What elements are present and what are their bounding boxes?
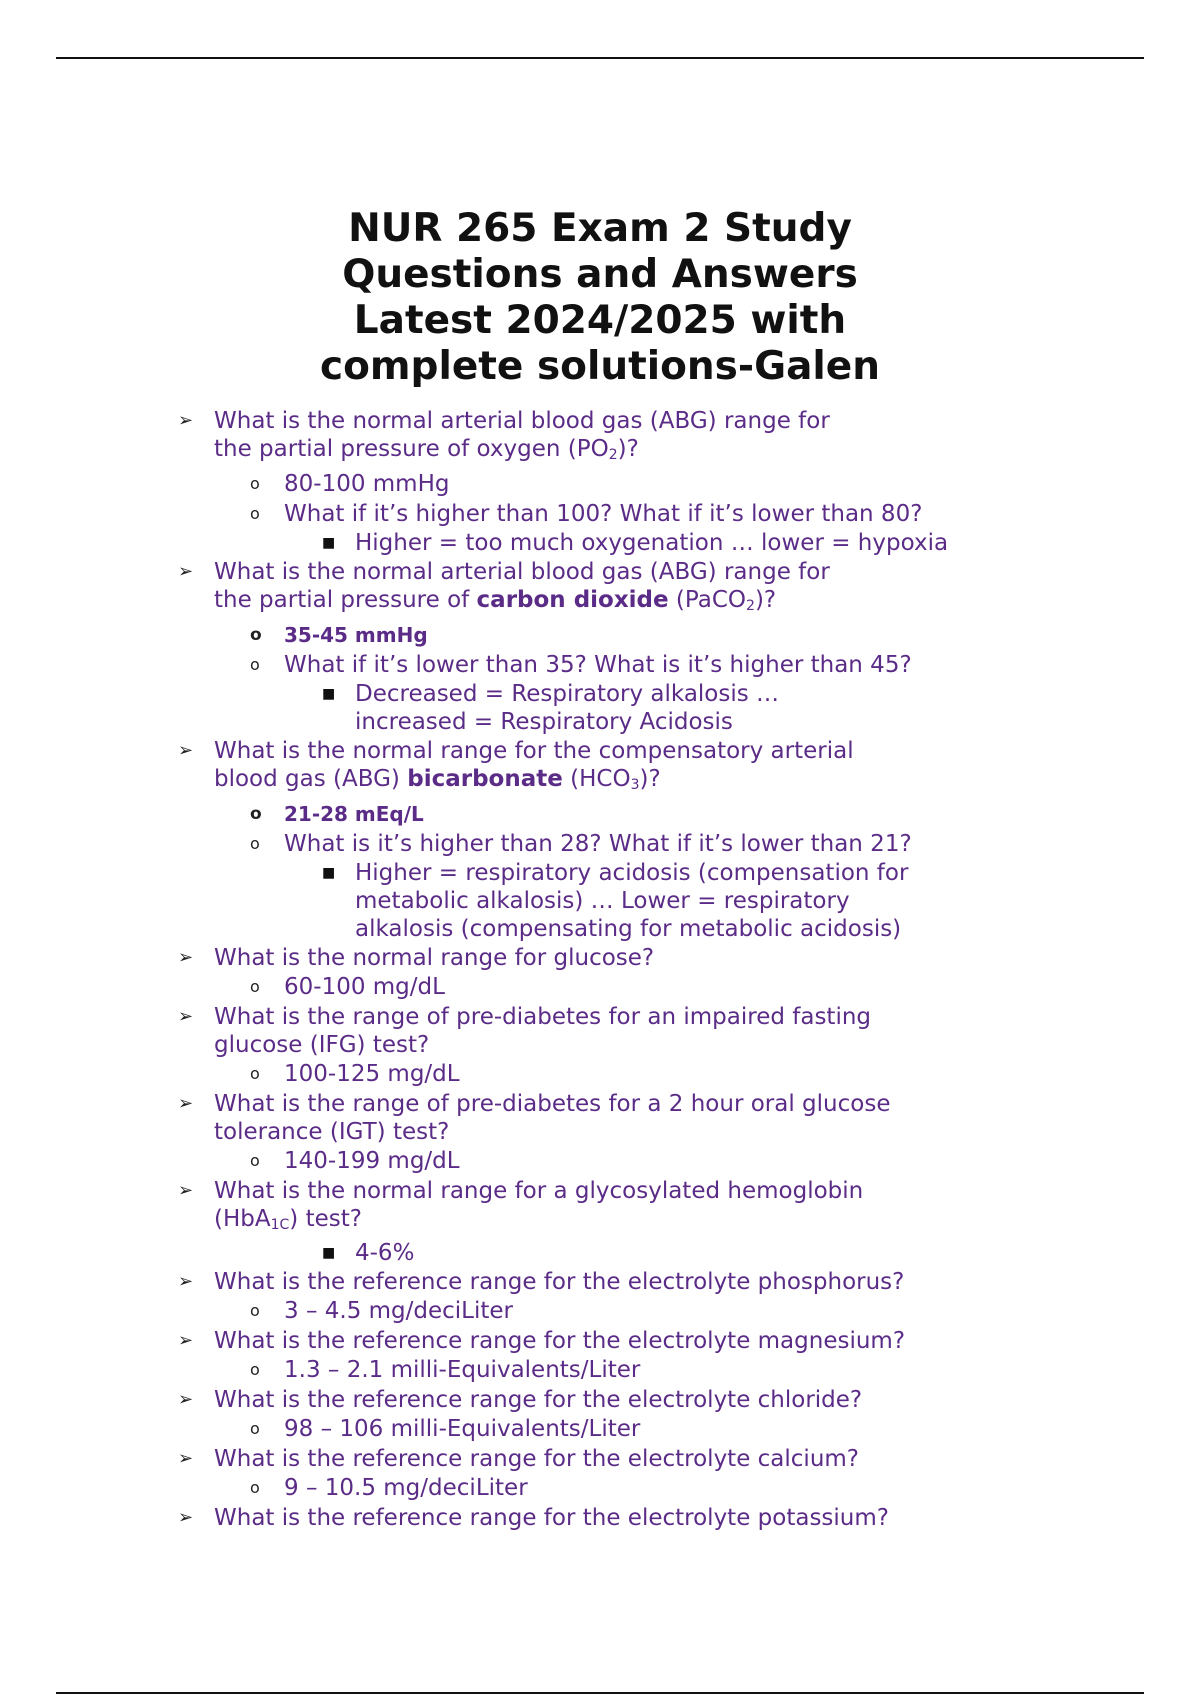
answer-magnesium: [0, 1355, 1200, 1385]
question-text-part: blood gas (ABG): [214, 766, 408, 792]
arrow-bullet-icon: ➢: [178, 1389, 194, 1410]
subscript: 2: [608, 447, 618, 463]
question-text-part: ) test?: [289, 1206, 362, 1232]
arrow-bullet-icon: ➢: [178, 1180, 194, 1201]
answer-text: 21-28 mEq/L: [284, 802, 424, 826]
question-text: What is the normal range for the compensatory arterial: [214, 738, 854, 764]
answer-text: 80-100 mmHg: [284, 471, 450, 497]
question-text: tolerance (IGT) test?: [214, 1119, 450, 1145]
arrow-bullet-icon: ➢: [178, 1093, 194, 1114]
question-text: [214, 1205, 1200, 1239]
detail-text: 4-6%: [355, 1240, 415, 1266]
answer-text: 35-45 mmHg: [284, 623, 428, 647]
question-igt: [0, 1090, 1200, 1146]
detail-bicarbonate: [0, 859, 1075, 943]
circle-bullet-icon: o: [250, 977, 260, 996]
answer-phosphorus: [0, 1296, 1200, 1326]
question-text: What is the range of pre-diabetes for an impaired fasting: [214, 1004, 872, 1030]
question-text: glucose (IFG) test?: [214, 1032, 430, 1058]
question-text: What is the reference range for the electrolyte magnesium?: [214, 1328, 906, 1354]
footer-rule: [56, 1692, 1144, 1694]
question-glucose: [0, 944, 1200, 972]
arrow-bullet-icon: ➢: [178, 740, 194, 761]
answer-calcium: [0, 1473, 1200, 1503]
answer-ifg: [0, 1059, 1200, 1089]
circle-bullet-icon: o: [250, 504, 260, 523]
question-text: [214, 435, 1200, 469]
circle-bullet-icon: o: [250, 1478, 260, 1497]
question-keyword: bicarbonate: [407, 766, 563, 792]
answer-po2: [0, 469, 1200, 499]
title-line: Latest 2024/2025 with: [353, 298, 847, 343]
question-text: [214, 586, 1200, 620]
followup-bicarbonate: [0, 829, 1200, 859]
subscript: 3: [630, 777, 640, 793]
circle-bullet-icon: o: [250, 834, 260, 853]
qa-list: [0, 406, 1200, 1532]
detail-text: Higher = respiratory acidosis (compensation for: [355, 860, 909, 886]
followup-text: What if it’s lower than 35? What is it’s higher than 45?: [284, 652, 912, 678]
arrow-bullet-icon: ➢: [178, 1006, 194, 1027]
question-po2: [0, 407, 1200, 469]
question-phosphorus: [0, 1268, 1200, 1296]
title-line: complete solutions-Galen: [320, 344, 880, 389]
subscript: 1C: [270, 1217, 290, 1233]
detail-text: alkalosis (compensating for metabolic acidosis): [355, 916, 902, 942]
answer-paco2: [0, 620, 1200, 650]
question-text: What is the reference range for the electrolyte phosphorus?: [214, 1269, 905, 1295]
question-text-part: )?: [754, 587, 777, 613]
answer-text: 9 – 10.5 mg/deciLiter: [284, 1475, 528, 1501]
question-magnesium: [0, 1327, 1200, 1355]
question-text: What is the normal range for a glycosylated hemoglobin: [214, 1178, 864, 1204]
followup-paco2: [0, 650, 1200, 680]
followup-text: What is it’s higher than 28? What if it’s lower than 21?: [284, 831, 912, 857]
question-text: What is the normal arterial blood gas (ABG) range for: [214, 408, 830, 434]
square-bullet-icon: ■: [322, 686, 336, 702]
question-text-part: the partial pressure of oxygen (PO: [214, 436, 609, 462]
question-text-part: (PaCO: [668, 587, 747, 613]
question-hba1c: [0, 1177, 1200, 1239]
followup-po2: [0, 499, 1200, 529]
question-text: What is the reference range for the electrolyte potassium?: [214, 1505, 889, 1531]
detail-text: metabolic alkalosis) … Lower = respiratory: [355, 888, 850, 914]
answer-chloride: [0, 1414, 1200, 1444]
arrow-bullet-icon: ➢: [178, 947, 194, 968]
circle-bullet-icon: o: [250, 1064, 260, 1083]
question-chloride: [0, 1386, 1200, 1414]
question-text: What is the range of pre-diabetes for a 2 hour oral glucose: [214, 1091, 891, 1117]
circle-bullet-icon: o: [250, 655, 260, 674]
answer-text: 1.3 – 2.1 milli-Equivalents/Liter: [284, 1357, 641, 1383]
square-bullet-icon: ■: [322, 1245, 336, 1261]
arrow-bullet-icon: ➢: [178, 410, 194, 431]
answer-text: 98 – 106 milli-Equivalents/Liter: [284, 1416, 641, 1442]
detail-text: Higher = too much oxygenation … lower = hypoxia: [355, 530, 949, 556]
answer-text: 100-125 mg/dL: [284, 1061, 460, 1087]
question-text: What is the reference range for the electrolyte calcium?: [214, 1446, 860, 1472]
followup-text: What if it’s higher than 100? What if it’s lower than 80?: [284, 501, 923, 527]
question-text-part: )?: [639, 766, 661, 792]
square-bullet-icon: ■: [322, 865, 336, 881]
circle-bullet-icon: o: [250, 1360, 260, 1379]
question-text: What is the normal range for glucose?: [214, 945, 655, 971]
question-potassium: [0, 1504, 1200, 1532]
answer-text: 3 – 4.5 mg/deciLiter: [284, 1298, 514, 1324]
circle-bullet-icon: o: [250, 1301, 260, 1320]
question-text-part: the partial pressure of: [214, 587, 477, 613]
question-ifg: [0, 1003, 1200, 1059]
circle-bullet-icon: o: [250, 474, 260, 493]
question-calcium: [0, 1445, 1200, 1473]
document-title: [0, 206, 1200, 390]
arrow-bullet-icon: ➢: [178, 1330, 194, 1351]
detail-hba1c: [0, 1239, 1075, 1267]
question-paco2: [0, 558, 1200, 620]
detail-text: increased = Respiratory Acidosis: [355, 709, 733, 735]
subscript: 2: [746, 598, 755, 614]
answer-igt: [0, 1146, 1200, 1176]
answer-text: 140-199 mg/dL: [284, 1148, 460, 1174]
square-bullet-icon: ■: [322, 535, 336, 551]
detail-paco2: [0, 680, 1075, 736]
arrow-bullet-icon: ➢: [178, 561, 194, 582]
circle-bullet-icon: o: [250, 625, 262, 645]
circle-bullet-icon: o: [250, 804, 262, 824]
question-text: What is the reference range for the electrolyte chloride?: [214, 1387, 863, 1413]
arrow-bullet-icon: ➢: [178, 1271, 194, 1292]
title-line: Questions and Answers: [342, 252, 858, 297]
question-bicarbonate: [0, 737, 1200, 799]
detail-po2: [0, 529, 1115, 557]
question-text-part: (HbA: [214, 1206, 271, 1232]
question-text: What is the normal arterial blood gas (ABG) range for: [214, 559, 830, 585]
circle-bullet-icon: o: [250, 1151, 260, 1170]
arrow-bullet-icon: ➢: [178, 1448, 194, 1469]
question-text-part: (HCO: [562, 766, 631, 792]
arrow-bullet-icon: ➢: [178, 1507, 194, 1528]
title-line: NUR 265 Exam 2 Study: [348, 206, 852, 251]
header-rule: [56, 57, 1144, 59]
answer-text: 60-100 mg/dL: [284, 974, 445, 1000]
circle-bullet-icon: o: [250, 1419, 260, 1438]
question-keyword: carbon dioxide: [476, 587, 669, 613]
answer-glucose: [0, 972, 1200, 1002]
detail-text: Decreased = Respiratory alkalosis …: [355, 681, 780, 707]
answer-bicarbonate: [0, 799, 1200, 829]
question-text-part: )?: [617, 436, 639, 462]
question-text: [214, 765, 1200, 799]
